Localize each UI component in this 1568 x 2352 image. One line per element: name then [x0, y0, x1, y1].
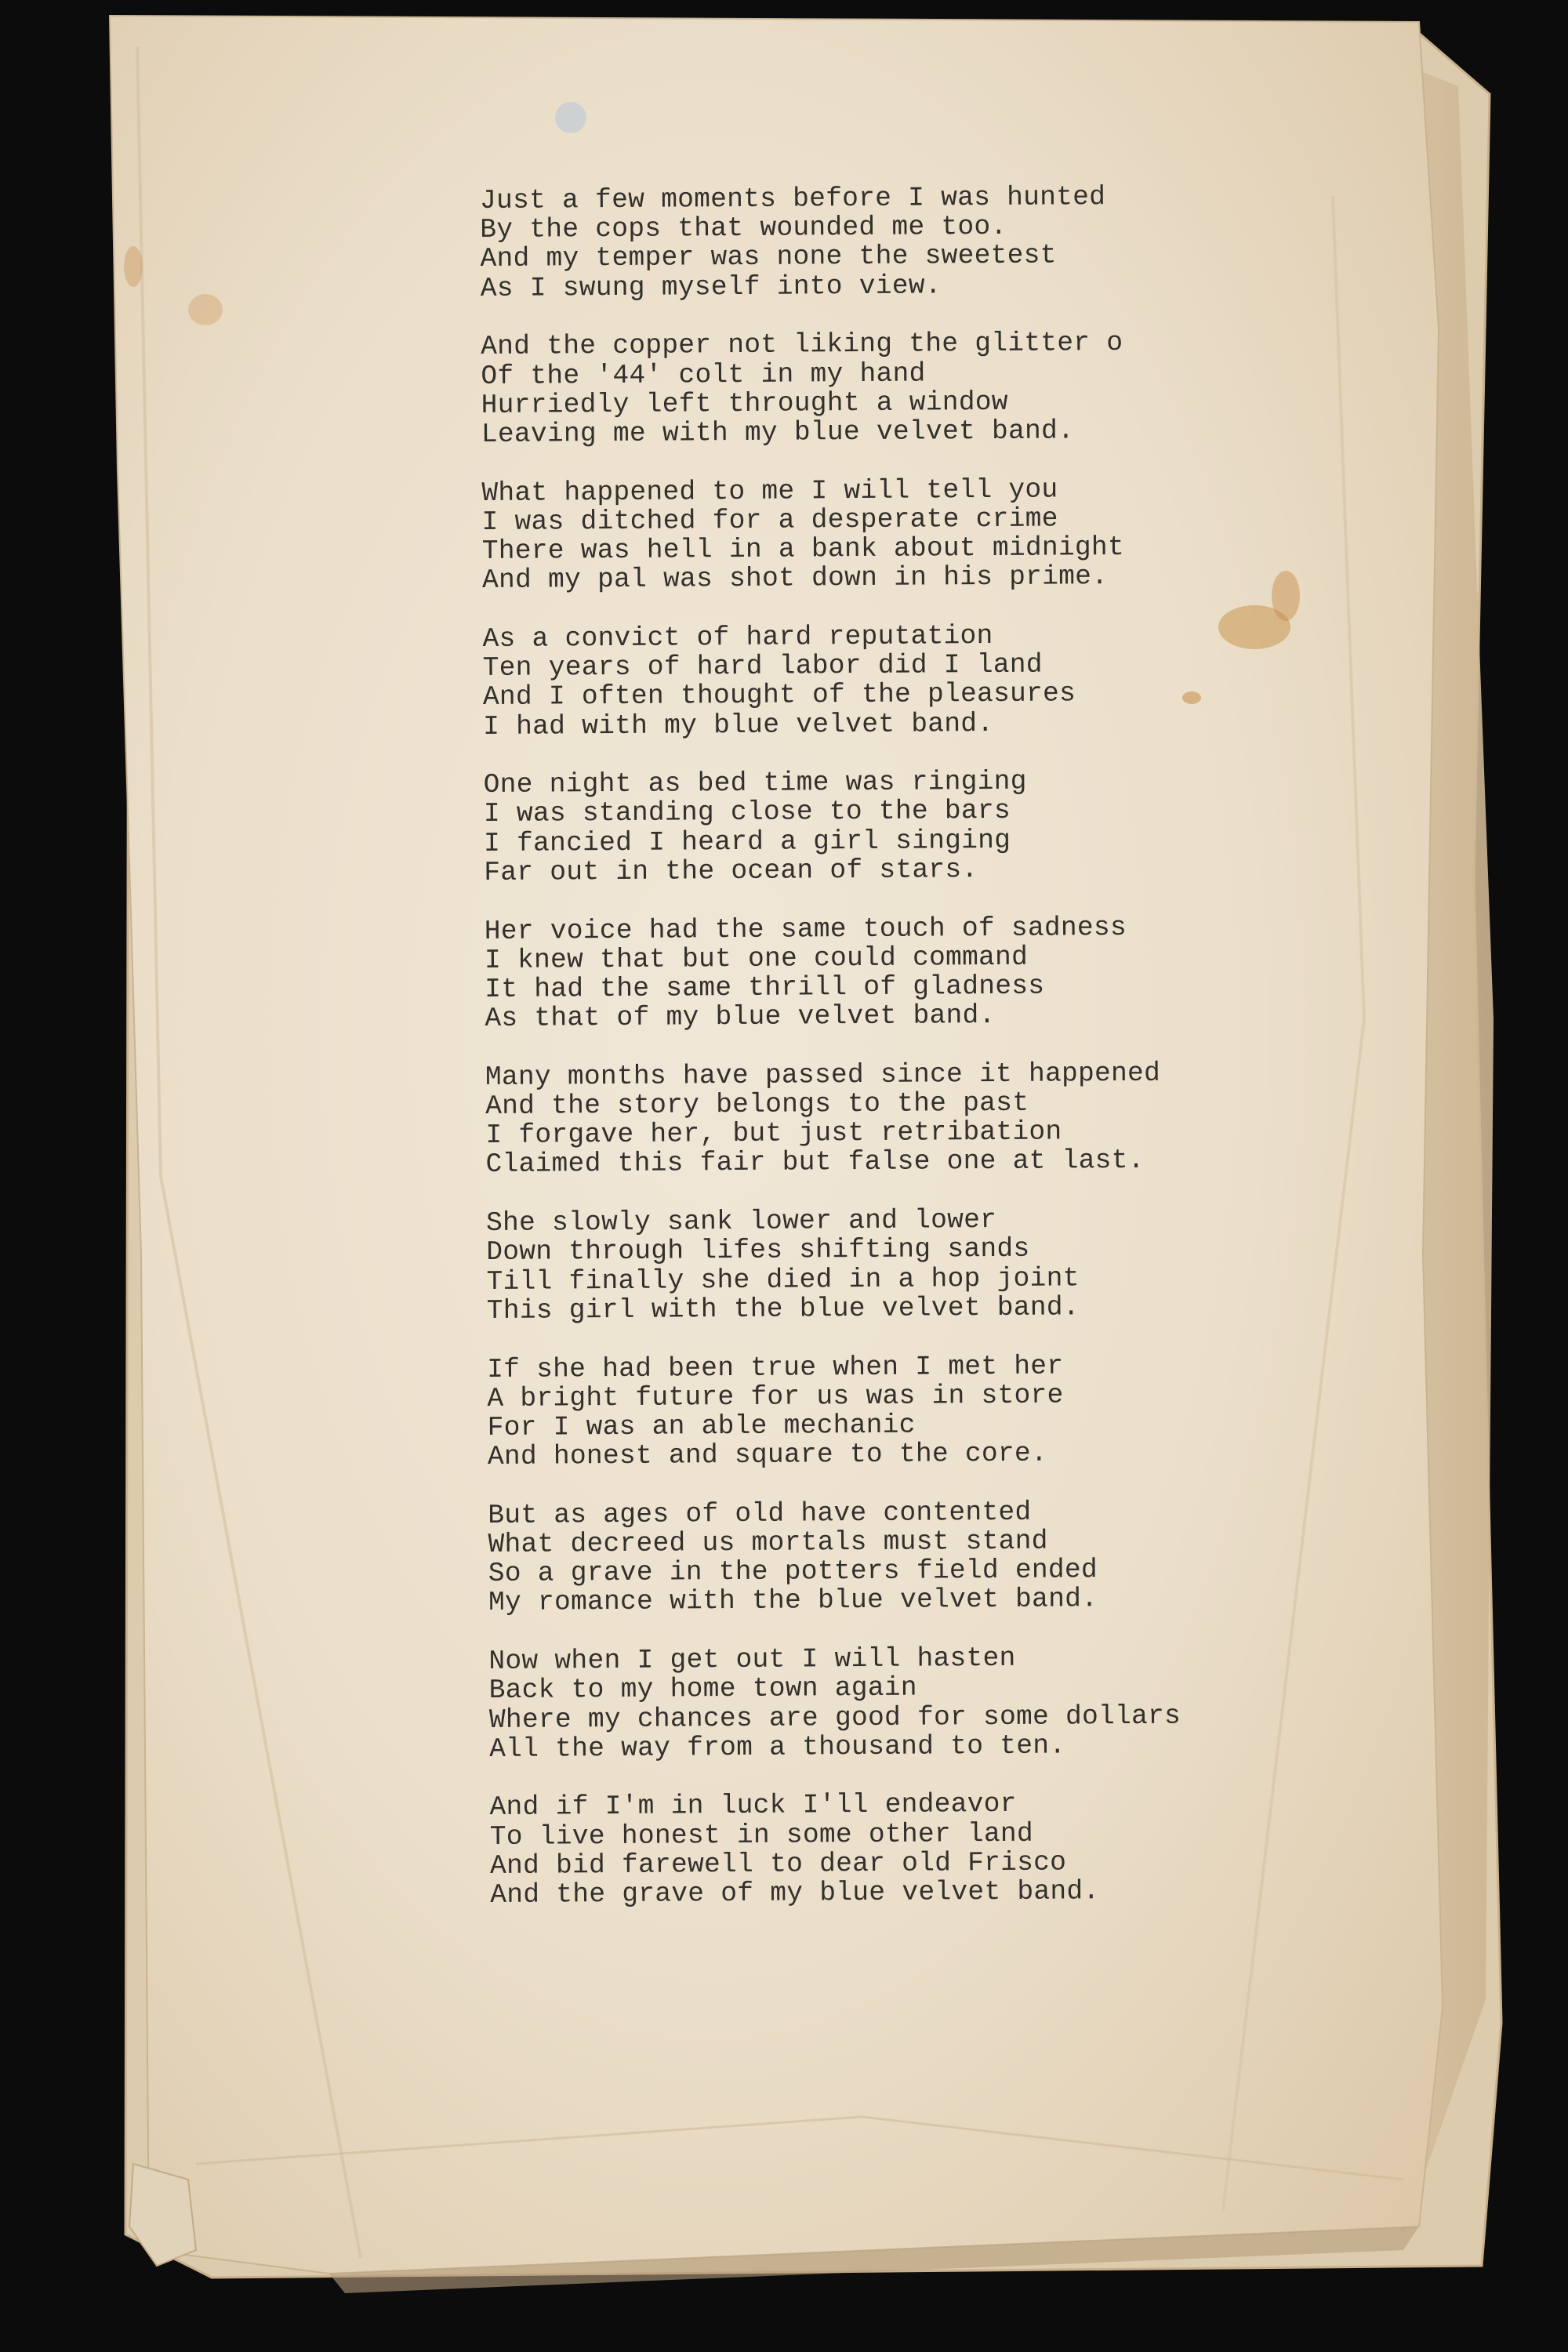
- poem-line: And I often thought of the pleasures: [482, 678, 1076, 713]
- poem-line: What happened to me I will tell you: [481, 474, 1058, 509]
- poem-line: I had with my blue velvet band.: [483, 708, 994, 742]
- stanza: [485, 1058, 1278, 1180]
- stain-spot-2: [1272, 571, 1300, 621]
- poem-line: Far out in the ocean of stars.: [484, 854, 978, 888]
- poem-line: As I swung myself into view.: [480, 270, 942, 304]
- stanza: [484, 766, 1276, 887]
- poem-line: Now when I get out I will hasten: [488, 1642, 1016, 1678]
- poem-line: And bid farewell to dear old Frisco: [489, 1847, 1067, 1882]
- poem-line: And the story belongs to the past: [485, 1087, 1029, 1123]
- stanza: [480, 182, 1272, 303]
- poem-line: And honest and square to the core.: [487, 1438, 1048, 1473]
- poem-line: I forgave her, but just retribation: [485, 1116, 1062, 1152]
- poem-line: A bright future for us was in store: [487, 1380, 1064, 1414]
- poem-line: Of the '44' colt in my hand: [481, 358, 926, 392]
- stanza: [490, 1788, 1283, 1910]
- poem-line: Leaving me with my blue velvet band.: [481, 416, 1075, 450]
- stanza: [482, 620, 1275, 742]
- poem-line: I was ditched for a desperate crime: [481, 503, 1058, 538]
- stanza: [487, 1350, 1279, 1472]
- stanza: [488, 1497, 1280, 1618]
- stain-spot-5: [124, 246, 143, 287]
- poem-line: I fancied I heard a girl singing: [484, 825, 1011, 859]
- poem-line: And the grave of my blue velvet band.: [490, 1876, 1100, 1911]
- stanza: [481, 328, 1273, 449]
- poem-line: It had the same thrill of gladness: [485, 971, 1045, 1005]
- poem-line: I was standing close to the bars: [483, 796, 1011, 830]
- poem-line: To live honest in some other land: [489, 1818, 1034, 1853]
- poem-line: My romance with the blue velvet band.: [488, 1584, 1098, 1619]
- poem-line: If she had been true when I met her: [487, 1350, 1064, 1385]
- stanza: [481, 474, 1274, 595]
- stanza: [485, 912, 1277, 1033]
- poem-line: What decreed us mortals must stand: [488, 1526, 1048, 1560]
- stanza: [486, 1204, 1279, 1326]
- poem-line: Many months have passed since it happened: [485, 1058, 1161, 1093]
- poem-line: All the way from a thousand to ten.: [489, 1730, 1066, 1765]
- poem-line: Her voice had the same touch of sadness: [484, 912, 1127, 947]
- torn-corner: [129, 2164, 196, 2266]
- poem-line: So a grave in the potters field ended: [488, 1555, 1098, 1590]
- stanza: [488, 1642, 1281, 1764]
- stain-spot-4: [188, 294, 223, 325]
- poem-line: Claimed this fair but false one at last.: [485, 1145, 1145, 1181]
- poem-line: Back to my home town again: [488, 1672, 917, 1707]
- poem-line: Till finally she died in a hop joint: [486, 1262, 1080, 1298]
- poem-line: And the copper not liking the glitter o: [481, 328, 1123, 363]
- poem-line: By the cops that wounded me too.: [480, 212, 1007, 246]
- poem-line: And if I'm in luck I'll endeavor: [489, 1789, 1017, 1824]
- poem-line: She slowly sank lower and lower: [485, 1205, 997, 1240]
- poem-line: Down through lifes shifting sands: [486, 1234, 1030, 1269]
- poem-line: But as ages of old have contented: [488, 1497, 1032, 1531]
- poem-line: For I was an able mechanic: [487, 1410, 916, 1443]
- poem-line: As that of my blue velvet band.: [485, 1000, 996, 1035]
- poem-line: Just a few moments before I was hunted: [479, 182, 1106, 216]
- poem-line: Ten years of hard labor did I land: [482, 649, 1043, 684]
- poem-line: And my temper was none the sweetest: [480, 240, 1057, 275]
- typed-poem: [480, 182, 1283, 1943]
- poem-line: One night as bed time was ringing: [483, 767, 1027, 801]
- poem-line: I knew that but one could command: [484, 942, 1029, 976]
- poem-line: And my pal was shot down in his prime.: [481, 561, 1109, 597]
- poem-line: As a convict of hard reputation: [482, 620, 993, 655]
- poem-line: There was hell in a bank about midnight: [481, 532, 1125, 568]
- punch-mark: [555, 102, 586, 133]
- poem-line: Where my chances are good for some dollars: [488, 1700, 1181, 1736]
- poem-line: This girl with the blue velvet band.: [486, 1292, 1080, 1327]
- poem-line: Hurriedly left throught a window: [481, 387, 1008, 421]
